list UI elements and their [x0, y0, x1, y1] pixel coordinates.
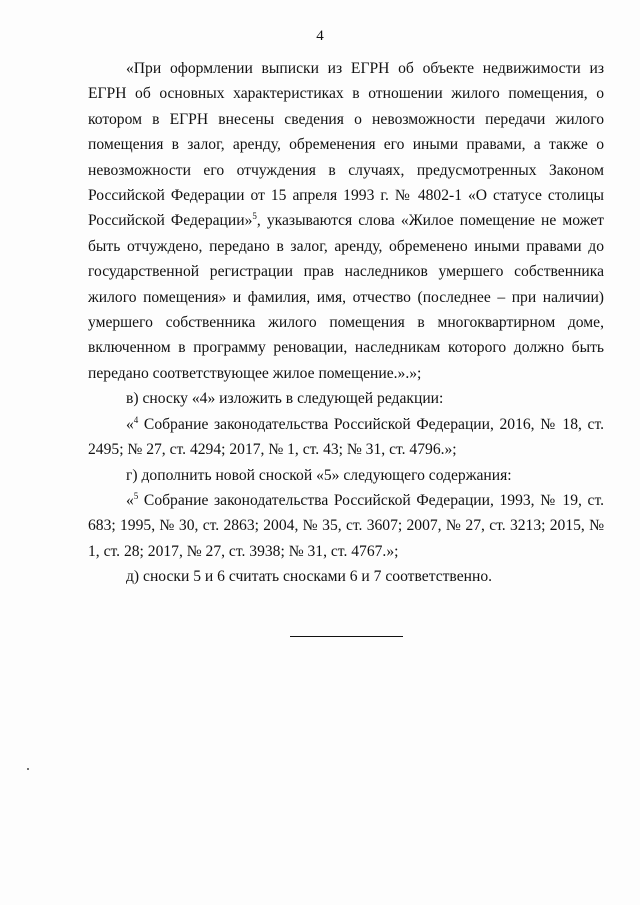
scan-dot — [27, 768, 29, 770]
paragraph-text: в) сноску «4» изложить в следующей редакции: — [126, 390, 444, 408]
paragraph-footnote-4 — [88, 412, 604, 463]
end-separator-line — [290, 636, 403, 637]
paragraph-main-quote — [88, 56, 604, 386]
paragraph-item-v — [88, 386, 604, 411]
paragraph-text: « — [126, 491, 134, 509]
footnote-ref: 5 — [133, 490, 139, 501]
paragraph-text: «При оформлении выписки из ЕГРН об объекте недвижимости из ЕГРН об основных характеристиках в отношении жилого помещения, о котором в ЕГРН внесены сведения о невозможности передачи жилого помещения в залог, аренду, обременения его иными правами, а также о невозможности его отчуждения в случаях, предусмотренных Законом Российской Федерации от 15 апреля 1993 г. № 4802-1 «О статусе столицы Российской Федерации» — [88, 60, 604, 230]
paragraph-item-d — [88, 564, 604, 589]
paragraph-text: Собрание законодательства Российской Федерации, 1993, № 19, ст. 683; 1995, № 30, ст. 2863; 2004, № 35, ст. 3607; 2007, № 27, ст. 3213; 2015, № 1, ст. 28; 2017, № 27, ст. 3938; № 31, ст. 4767.»; — [88, 491, 604, 560]
footnote-ref: 4 — [133, 414, 139, 425]
footnote-ref: 5 — [252, 211, 257, 222]
paragraph-text: г) дополнить новой сноской «5» следующего содержания: — [126, 466, 512, 484]
paragraph-text: « — [126, 415, 134, 433]
document-body — [88, 56, 604, 590]
paragraph-text: Собрание законодательства Российской Федерации, 2016, № 18, ст. 2495; № 27, ст. 4294; 2017, № 1, ст. 43; № 31, ст. 4796.»; — [88, 415, 604, 459]
paragraph-footnote-5 — [88, 488, 604, 564]
paragraph-text: д) сноски 5 и 6 считать сносками 6 и 7 соответственно. — [126, 568, 493, 586]
paragraph-text: , указываются слова «Жилое помещение не может быть отчуждено, передано в залог, аренду, обременено иными правами до государственной регистрации прав наследников умершего собственника жилого помещения» и фамилия, имя, отчество (последнее – при наличии) умершего собственника жилого помещения в многоквартирном доме, включенном в программу реновации, наследникам которого должно быть передано соответствующее жилое помещение.».»; — [88, 212, 604, 382]
paragraph-item-g — [88, 463, 604, 488]
page-number: 4 — [316, 28, 324, 44]
